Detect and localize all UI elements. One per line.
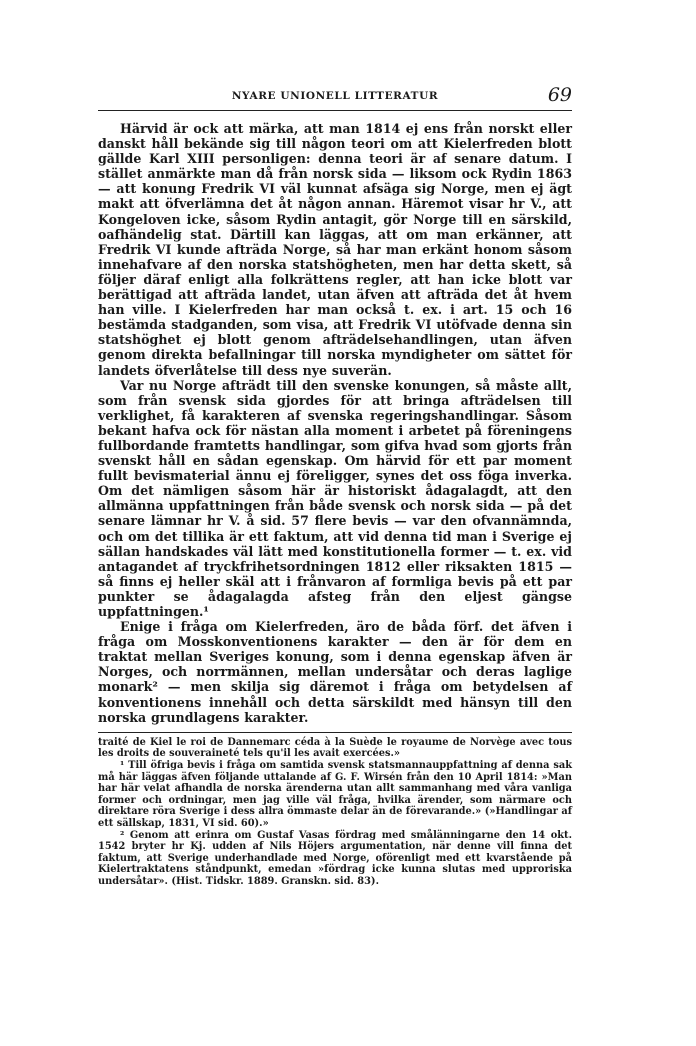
footnote: ² Genom att erinra om Gustaf Vasas fördrag med smålänningarne den 14 okt. 1542 bryter hr Kj. udden af Nils Höjers argumentation, när denne vill finna det faktum, att Sverige underhandlade med Norge, oförenligt med ett kvarstående på Kielertraktatens ståndpunkt, emedan »fördrag icke kunna slutas med upproriska undersåtar». (Hist. Tidskr. 1889. Granskn. sid. 83).: [98, 829, 572, 887]
paragraph: Härvid är ock att märka, att man 1814 ej ens från norskt eller danskt håll bekände sig till någon teori om att Kielerfreden blott gällde Karl XIII personligen: denna teori är af senare datum. I stället anmärkte man då från norsk sida — liksom ock Rydin 1863 — att konung Fredrik VI väl kunnat afsäga sig Norge, men ej ägt makt att öfverlämna det åt någon annan. Häremot visar hr V., att Kongeloven icke, såsom Rydin antagit, gör Norge till en särskild, oafhändelig stat. Därtill kan läggas, att om man erkänner, att Fredrik VI kunde afträda Norge, så har man erkänt honom såsom innehafvare af den norska statshögheten, men har detta skett, så följer däraf enligt alla folkrättens regler, att han icke blott var berättigad att afträda landet, utan äfven att afträda det åt hvem han ville. I Kielerfreden har man också t. ex. i art. 15 och 16 bestämda stadganden, som visa, att Fredrik VI utöfvade denna sin statshöghet ej blott genom afträdelsehandlingen, utan äfven genom direkta befallningar till norska myndigheter om sättet för landets öfverlåtelse till dess nye suverän.: [98, 121, 572, 378]
page-number: 69: [547, 84, 572, 106]
main-text: [98, 121, 572, 725]
book-page: [98, 84, 572, 887]
footnote: ¹ Till öfriga bevis i fråga om samtida svensk statsmannauppfattning af denna sak må här läggas äfven följande uttalande af G. F. Wirsén från den 10 April 1814: »Man har här velat afhandla de norska ärenderna utan allt sammanhang med våra vanliga former och ordningar, men jag ville väl fråga, hvilka ärender, som närmare och direktare röra Sverige i dess allra ömmaste delar än de förevarande.» (»Handlingar af ett sällskap, 1831, VI sid. 60).»: [98, 759, 572, 829]
footnotes: [98, 732, 572, 888]
page-header: [98, 84, 572, 111]
paragraph: Enige i fråga om Kielerfreden, äro de båda förf. det äfven i fråga om Mosskonventionens karakter — den är för dem en traktat mellan Sveriges konung, som i denna egenskap äfven är Norges, och norrmännen, mellan undersåtar och deras laglige monark² — men skilja sig däremot i fråga om betydelsen af konventionens innehåll och detta särskildt med hänsyn till den norska grundlagens karakter.: [98, 619, 572, 725]
footnote-continuation: traité de Kiel le roi de Dannemarc céda à la Suède le royaume de Norvège avec tous les droits de souveraineté tels qu'il les avait exercées.»: [98, 736, 572, 760]
paragraph: Var nu Norge afträdt till den svenske konungen, så måste allt, som från svensk sida gjordes för att bringa afträdelsen till verklighet, få karakteren af svenska regeringshandlingar. Såsom bekant hafva ock för nästan alla moment i arbetet på föreningens fullbordande framtetts handlingar, som gifva hvad som gjorts från svenskt håll en sådan egenskap. Om härvid för ett par moment fullt bevismaterial ännu ej föreligger, synes det oss föga inverka. Om det nämligen såsom här är historiskt ådagalagdt, att den allmänna uppfattningen från både svensk och norsk sida — på det senare lämnar hr V. å sid. 57 flere bevis — var den ofvannämnda, och om det tillika är ett faktum, att vid denna tid man i Sverige ej sällan handskades väl lätt med konstitutionella former — t. ex. vid antagandet af tryckfrihetsordningen 1812 eller riksakten 1815 — så finns ej heller skäl att i frånvaron af formliga bevis på ett par punkter se ådagalagda afsteg från den eljest gängse uppfattningen.¹: [98, 377, 572, 619]
running-title: NYARE UNIONELL LITTERATUR: [231, 90, 439, 102]
